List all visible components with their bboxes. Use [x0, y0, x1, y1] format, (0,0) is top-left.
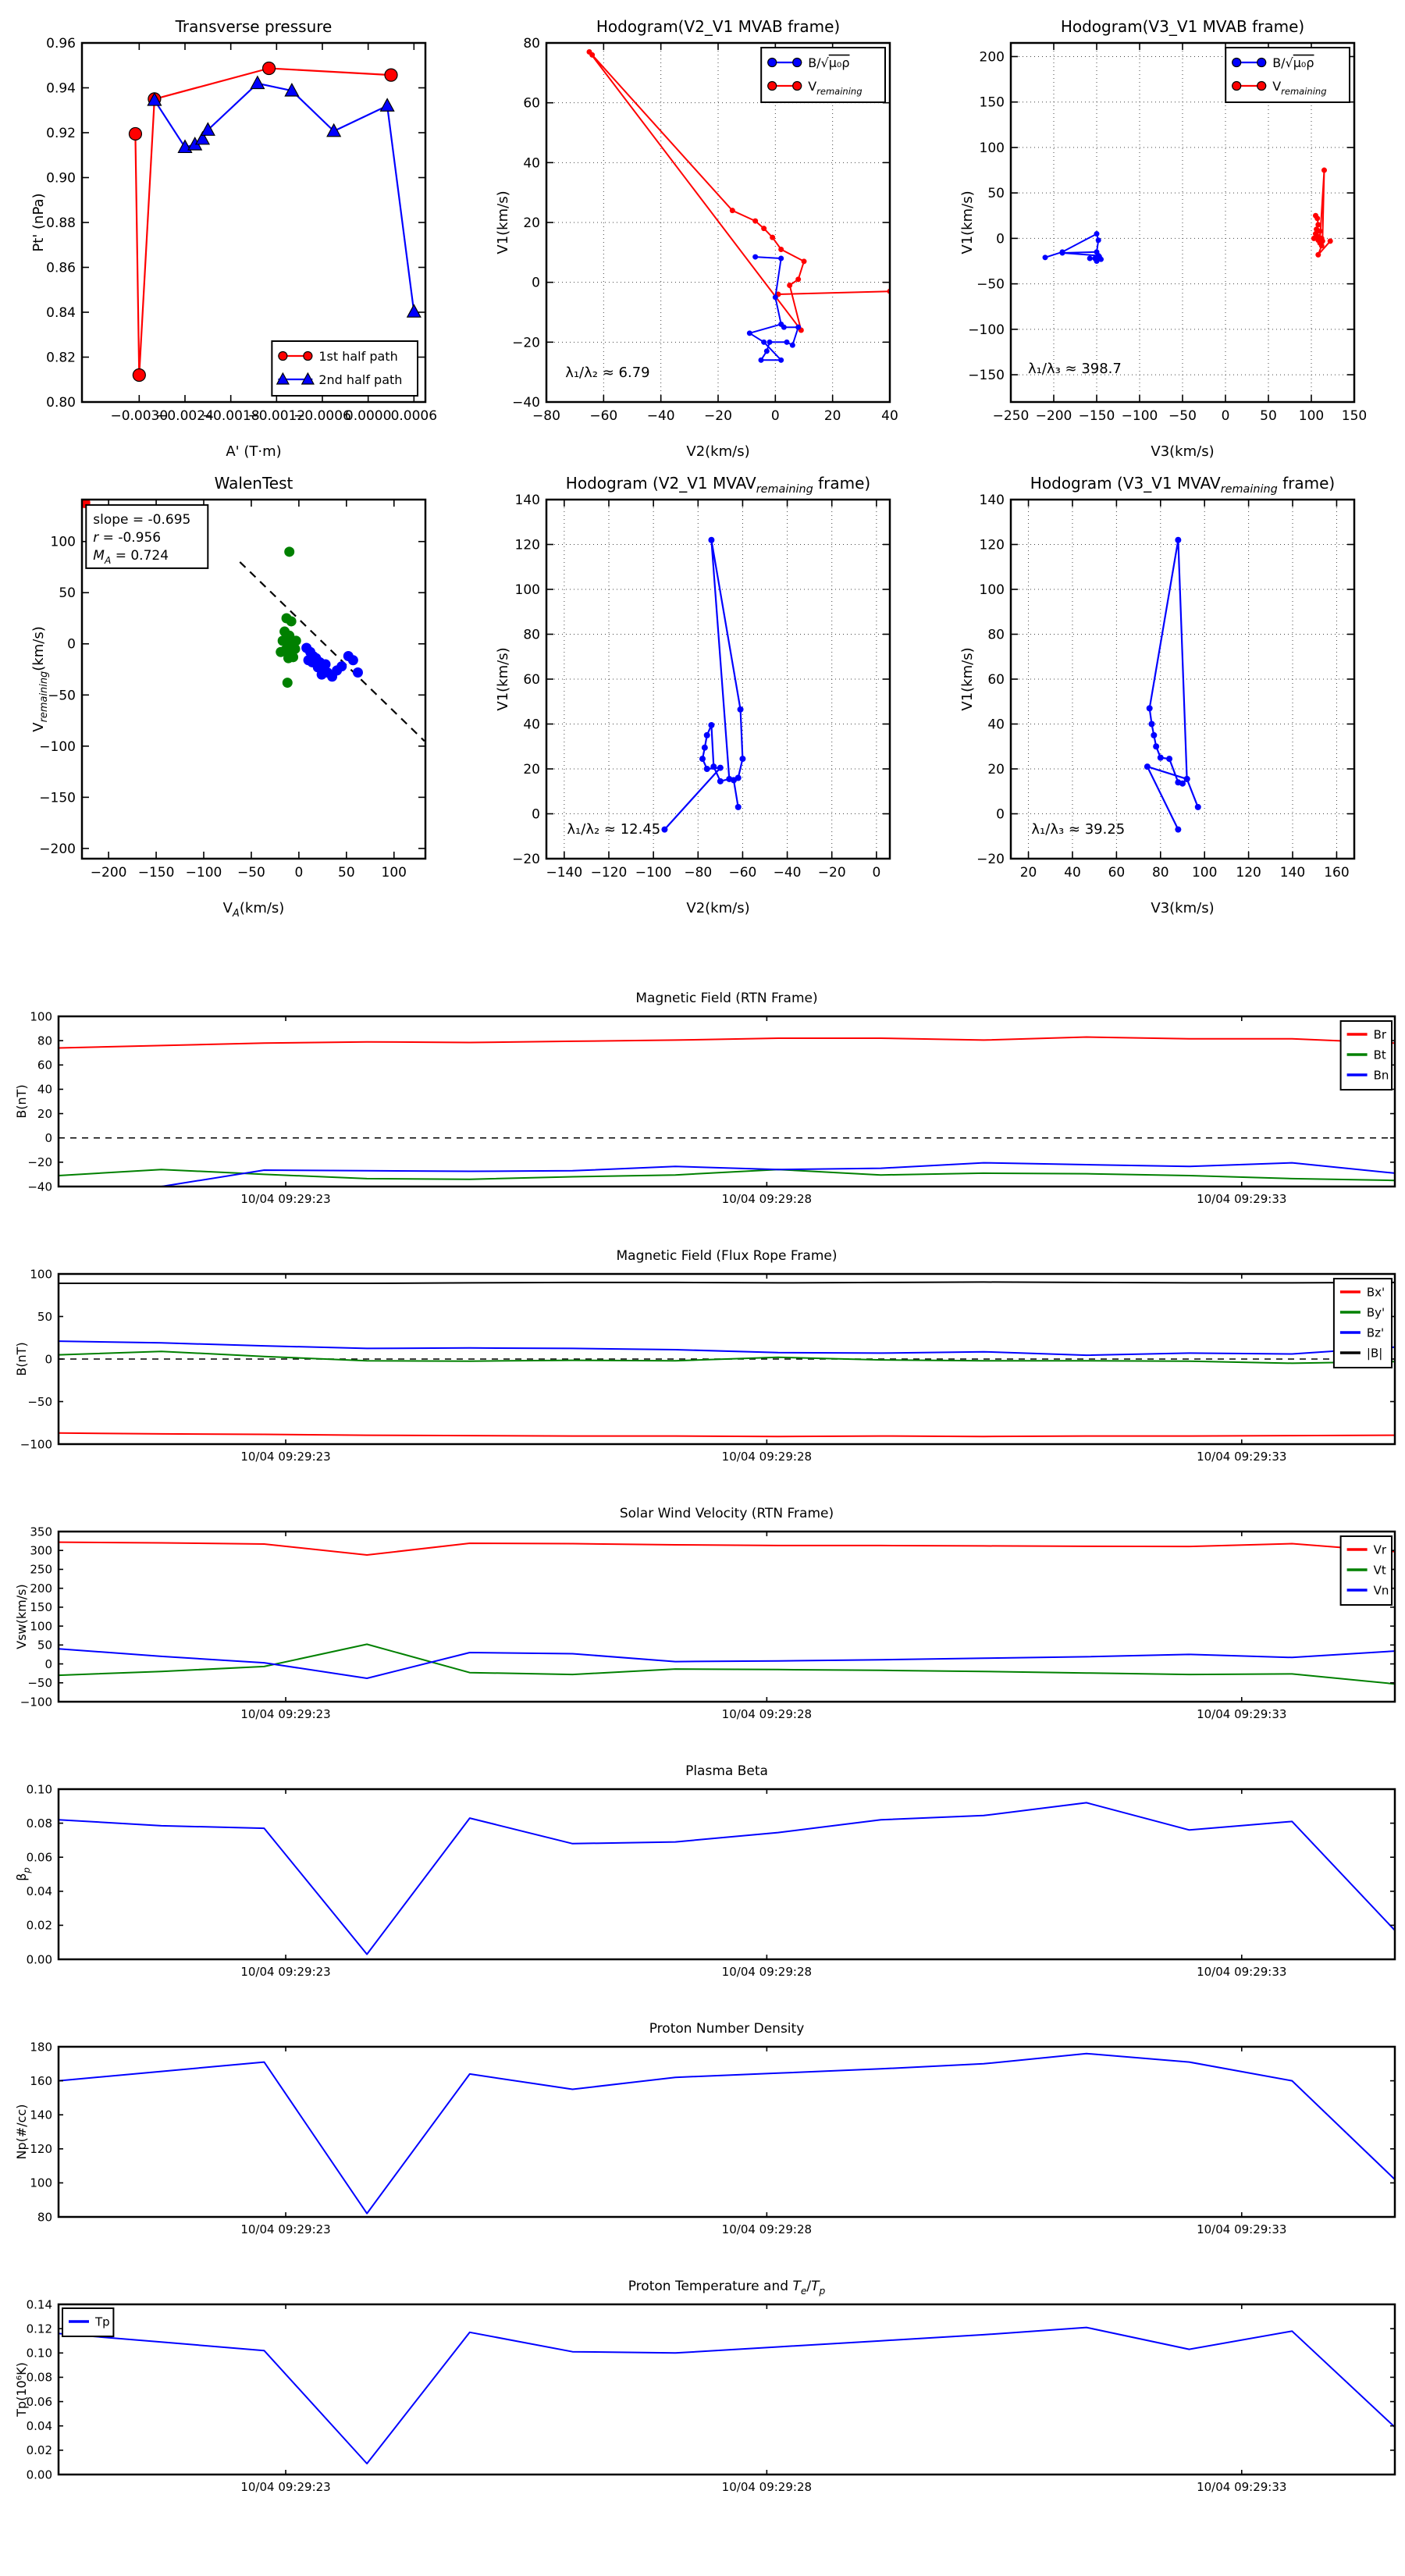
svg-text:0.14: 0.14	[26, 2297, 52, 2312]
svg-text:100: 100	[30, 1267, 52, 1282]
panel-proton-number-density	[0, 1998, 1405, 2256]
svg-text:−250: −250	[992, 408, 1030, 424]
svg-text:V1(km/s): V1(km/s)	[959, 190, 976, 254]
svg-text:20: 20	[987, 761, 1005, 777]
svg-text:10/04 09:29:28: 10/04 09:29:28	[721, 1450, 813, 1464]
svg-text:Bx': Bx'	[1366, 1285, 1385, 1300]
svg-text:Proton Number Density: Proton Number Density	[649, 2021, 805, 2037]
svg-text:λ₁/λ₂ ≈ 6.79: λ₁/λ₂ ≈ 6.79	[565, 364, 650, 381]
svg-text:Vsw(km/s): Vsw(km/s)	[14, 1584, 29, 1649]
svg-text:−40: −40	[512, 394, 540, 411]
svg-text:80: 80	[1151, 865, 1169, 881]
svg-text:140: 140	[1279, 865, 1306, 881]
svg-text:−0.0006: −0.0006	[293, 408, 351, 424]
svg-text:0.88: 0.88	[46, 215, 76, 231]
svg-text:0.00: 0.00	[26, 1952, 52, 1967]
svg-text:160: 160	[1324, 865, 1350, 881]
svg-text:Plasma Beta: Plasma Beta	[685, 1763, 768, 1779]
svg-text:20: 20	[523, 761, 540, 777]
svg-text:−200: −200	[1035, 408, 1072, 424]
svg-text:−20: −20	[512, 335, 540, 351]
svg-text:−150: −150	[1078, 408, 1115, 424]
svg-text:−40: −40	[646, 408, 675, 424]
svg-text:10/04 09:29:28: 10/04 09:29:28	[721, 1965, 813, 1979]
svg-text:10/04 09:29:33: 10/04 09:29:33	[1197, 2222, 1287, 2236]
svg-text:−20: −20	[512, 851, 540, 867]
svg-text:0.06: 0.06	[26, 1850, 52, 1865]
svg-text:λ₁/λ₃ ≈ 398.7: λ₁/λ₃ ≈ 398.7	[1028, 361, 1122, 378]
svg-text:Tp(10⁶K): Tp(10⁶K)	[14, 2362, 29, 2417]
svg-text:0: 0	[1221, 408, 1230, 424]
chart-transverse-pressure	[8, 8, 461, 464]
svg-text:0.02: 0.02	[26, 1918, 52, 1933]
svg-text:−50: −50	[48, 688, 76, 704]
svg-text:10/04 09:29:33: 10/04 09:29:33	[1197, 1450, 1287, 1464]
svg-text:60: 60	[987, 671, 1005, 688]
svg-text:10/04 09:29:23: 10/04 09:29:23	[240, 1450, 331, 1464]
svg-text:V2(km/s): V2(km/s)	[686, 900, 750, 916]
svg-text:100: 100	[514, 582, 540, 598]
svg-text:120: 120	[1236, 865, 1261, 881]
svg-text:By': By'	[1366, 1305, 1385, 1320]
svg-text:0.82: 0.82	[46, 350, 76, 366]
svg-text:10/04 09:29:23: 10/04 09:29:23	[240, 1192, 331, 1206]
svg-text:40: 40	[523, 717, 540, 733]
svg-text:0.02: 0.02	[26, 2443, 52, 2458]
svg-text:−0.0024: −0.0024	[156, 408, 214, 424]
svg-text:120: 120	[979, 537, 1005, 553]
svg-text:Bz': Bz'	[1366, 1325, 1385, 1340]
svg-text:0.90: 0.90	[46, 170, 76, 187]
svg-text:Vt: Vt	[1373, 1563, 1386, 1578]
svg-text:40: 40	[523, 155, 540, 172]
svg-text:20: 20	[823, 408, 841, 424]
svg-text:10/04 09:29:23: 10/04 09:29:23	[240, 2480, 331, 2494]
svg-text:80: 80	[37, 2210, 52, 2225]
svg-text:10/04 09:29:23: 10/04 09:29:23	[240, 1707, 331, 1721]
svg-text:V3(km/s): V3(km/s)	[1151, 443, 1215, 460]
svg-text:Vremaining: $V_{remaining}$	[1272, 78, 1327, 97]
svg-text:60: 60	[1108, 865, 1126, 881]
svg-text:60: 60	[523, 671, 540, 688]
svg-text:Vremaining(km/s): $V_{remaining}(km/s)$	[30, 626, 50, 732]
svg-text:10/04 09:29:33: 10/04 09:29:33	[1197, 1965, 1287, 1979]
svg-text:−200: −200	[90, 865, 127, 881]
svg-text:−0.0030: −0.0030	[110, 408, 169, 424]
svg-text:Tp: Tp	[95, 2314, 110, 2329]
svg-text:−100: −100	[20, 1437, 52, 1452]
svg-text:B/√μ₀ρ: B/√μ₀ρ	[808, 55, 850, 70]
svg-text:1st half path: 1st half path	[318, 348, 398, 364]
svg-text:−140: −140	[546, 865, 583, 881]
svg-text:0: 0	[872, 865, 881, 881]
svg-text:10/04 09:29:33: 10/04 09:29:33	[1197, 2480, 1287, 2494]
svg-text:180: 180	[30, 2040, 52, 2055]
svg-text:WalenTest: WalenTest	[214, 474, 293, 493]
svg-text:−100: −100	[39, 738, 76, 755]
svg-text:−150: −150	[137, 865, 175, 881]
svg-text:βp: $\beta_p$	[14, 1867, 32, 1881]
svg-text:Proton Temperature and Te/Tp: Proton Temperature and $T_e/T_p$	[628, 2279, 826, 2297]
svg-text:−100: −100	[20, 1695, 52, 1710]
svg-text:Br: Br	[1373, 1027, 1387, 1042]
svg-text:40: 40	[1064, 865, 1081, 881]
svg-text:2nd half path: 2nd half path	[318, 372, 403, 387]
svg-text:10/04 09:29:28: 10/04 09:29:28	[721, 2222, 813, 2236]
svg-text:0.12: 0.12	[26, 2322, 52, 2336]
svg-text:10/04 09:29:33: 10/04 09:29:33	[1197, 1707, 1287, 1721]
svg-text:Hodogram(V3_V1 MVAB frame): Hodogram(V3_V1 MVAB frame)	[1060, 17, 1305, 36]
svg-text:−40: −40	[773, 865, 802, 881]
svg-text:0: 0	[44, 1656, 52, 1671]
svg-text:80: 80	[523, 35, 540, 52]
panel-solar-wind-velocity	[0, 1483, 1405, 1741]
svg-text:V1(km/s): V1(km/s)	[959, 647, 976, 711]
svg-text:−60: −60	[728, 865, 757, 881]
svg-text:Vremaining: $V_{remaining}$	[808, 78, 863, 97]
svg-text:50: 50	[59, 585, 76, 602]
svg-text:−150: −150	[39, 790, 76, 806]
svg-text:A' (T·m): A' (T·m)	[226, 443, 282, 460]
svg-text:0.00: 0.00	[26, 2467, 52, 2482]
svg-text:V1(km/s): V1(km/s)	[495, 647, 511, 711]
svg-text:50: 50	[338, 865, 355, 881]
svg-text:−100: −100	[185, 865, 222, 881]
svg-text:140: 140	[30, 2108, 52, 2122]
svg-text:Solar Wind Velocity (RTN Frame: Solar Wind Velocity (RTN Frame)	[619, 1506, 834, 1521]
svg-text:Magnetic Field (Flux Rope Fram: Magnetic Field (Flux Rope Frame)	[616, 1248, 838, 1264]
svg-text:MA = 0.724: $M_A = 0.724$	[93, 547, 169, 566]
svg-text:100: 100	[50, 534, 76, 550]
chart-hodogram-v3v1-mvav	[937, 464, 1389, 921]
svg-text:B(nT): B(nT)	[14, 1342, 29, 1376]
svg-text:100: 100	[30, 1619, 52, 1634]
svg-text:0.10: 0.10	[26, 2346, 52, 2361]
svg-text:160: 160	[30, 2073, 52, 2088]
svg-text:r = -0.956: r = -0.956	[93, 529, 162, 546]
svg-text:slope = -0.695: slope = -0.695	[93, 511, 191, 528]
svg-text:|B|: |B|	[1366, 1346, 1383, 1361]
svg-text:250: 250	[30, 1562, 52, 1577]
svg-text:−150: −150	[968, 368, 1005, 384]
svg-text:50: 50	[987, 186, 1005, 202]
chart-hodogram-v3v1-mvab	[937, 8, 1389, 464]
svg-text:10/04 09:29:28: 10/04 09:29:28	[721, 1707, 813, 1721]
svg-text:Hodogram(V2_V1 MVAB frame): Hodogram(V2_V1 MVAB frame)	[596, 17, 841, 36]
svg-text:0.04: 0.04	[26, 2418, 52, 2433]
svg-text:0.08: 0.08	[26, 2370, 52, 2385]
svg-text:−40: −40	[27, 1179, 52, 1194]
svg-text:−20: −20	[27, 1155, 52, 1170]
svg-text:0.04: 0.04	[26, 1884, 52, 1899]
svg-text:Pt' (nPa): Pt' (nPa)	[30, 193, 47, 252]
svg-text:100: 100	[30, 1009, 52, 1024]
panel-magnetic-field-rtn	[0, 968, 1405, 1226]
svg-text:V2(km/s): V2(km/s)	[686, 443, 750, 460]
svg-text:40: 40	[37, 1082, 52, 1097]
svg-text:0.0000: 0.0000	[344, 408, 392, 424]
svg-text:−60: −60	[589, 408, 618, 424]
svg-text:−120: −120	[590, 865, 628, 881]
svg-text:λ₁/λ₂ ≈ 12.45: λ₁/λ₂ ≈ 12.45	[567, 820, 661, 838]
svg-text:0.86: 0.86	[46, 260, 76, 276]
svg-text:0.84: 0.84	[46, 304, 76, 321]
svg-text:−100: −100	[968, 322, 1005, 338]
svg-text:200: 200	[979, 49, 1005, 66]
svg-text:100: 100	[1298, 408, 1325, 424]
svg-text:0.06: 0.06	[26, 2394, 52, 2409]
svg-text:150: 150	[1341, 408, 1368, 424]
svg-text:Hodogram (V2_V1 MVAVremaining: Hodogram (V2_V1 $MVAV_{remaining}$ frame)	[565, 474, 871, 496]
svg-text:60: 60	[37, 1058, 52, 1073]
svg-text:60: 60	[523, 95, 540, 112]
svg-text:10/04 09:29:23: 10/04 09:29:23	[240, 1965, 331, 1979]
svg-text:0: 0	[770, 408, 780, 424]
svg-text:0.92: 0.92	[46, 125, 76, 141]
svg-text:−0.0012: −0.0012	[247, 408, 306, 424]
svg-text:0: 0	[532, 806, 540, 823]
chart-walen-test	[8, 464, 461, 921]
svg-text:−80: −80	[532, 408, 560, 424]
svg-text:Magnetic Field (RTN Frame): Magnetic Field (RTN Frame)	[635, 991, 818, 1006]
svg-text:B/√μ₀ρ: B/√μ₀ρ	[1272, 55, 1314, 70]
chart-hodogram-v2v1-mvab	[472, 8, 925, 464]
panel-magnetic-field-flux-rope	[0, 1226, 1405, 1483]
panel-plasma-beta	[0, 1741, 1405, 1998]
svg-text:200: 200	[30, 1581, 52, 1596]
svg-text:0: 0	[294, 865, 304, 881]
svg-text:140: 140	[979, 492, 1005, 508]
svg-text:Hodogram (V3_V1 MVAVremaining: Hodogram (V3_V1 $MVAV_{remaining}$ frame)	[1030, 474, 1336, 496]
svg-text:350: 350	[30, 1525, 52, 1539]
svg-text:V1(km/s): V1(km/s)	[495, 190, 511, 254]
svg-text:0.80: 0.80	[46, 394, 76, 411]
svg-text:10/04 09:29:23: 10/04 09:29:23	[240, 2222, 331, 2236]
svg-text:Transverse pressure: Transverse pressure	[175, 17, 333, 36]
svg-text:100: 100	[30, 2176, 52, 2190]
svg-text:−80: −80	[684, 865, 713, 881]
svg-text:V3(km/s): V3(km/s)	[1151, 900, 1215, 916]
svg-text:−20: −20	[704, 408, 732, 424]
svg-text:10/04 09:29:28: 10/04 09:29:28	[721, 1192, 813, 1206]
svg-text:−20: −20	[976, 851, 1005, 867]
svg-text:80: 80	[37, 1034, 52, 1048]
svg-text:150: 150	[979, 94, 1005, 111]
svg-text:120: 120	[514, 537, 540, 553]
svg-text:20: 20	[523, 215, 540, 231]
svg-text:−20: −20	[817, 865, 846, 881]
svg-text:−0.0018: −0.0018	[201, 408, 260, 424]
svg-text:40: 40	[881, 408, 898, 424]
svg-text:10/04 09:29:28: 10/04 09:29:28	[721, 2480, 813, 2494]
svg-text:300: 300	[30, 1543, 52, 1558]
svg-text:40: 40	[987, 717, 1005, 733]
svg-text:0: 0	[44, 1130, 52, 1145]
svg-text:−100: −100	[1121, 408, 1158, 424]
svg-text:VA(km/s): $V_A(km/s)$	[222, 900, 285, 920]
svg-text:0: 0	[532, 275, 540, 291]
svg-text:−50: −50	[27, 1676, 52, 1691]
svg-text:0.0006: 0.0006	[390, 408, 438, 424]
svg-text:Vr: Vr	[1373, 1542, 1387, 1557]
svg-text:Vn: Vn	[1373, 1583, 1389, 1598]
svg-text:Np(#/cc): Np(#/cc)	[14, 2104, 29, 2160]
svg-text:100: 100	[979, 140, 1005, 156]
svg-text:λ₁/λ₃ ≈ 39.25: λ₁/λ₃ ≈ 39.25	[1031, 820, 1126, 838]
svg-text:80: 80	[987, 627, 1005, 643]
svg-text:0.96: 0.96	[46, 35, 76, 52]
svg-text:100: 100	[1191, 865, 1218, 881]
svg-text:140: 140	[514, 492, 540, 508]
svg-text:10/04 09:29:33: 10/04 09:29:33	[1197, 1192, 1287, 1206]
svg-text:100: 100	[381, 865, 407, 881]
chart-hodogram-v2v1-mvav	[472, 464, 925, 921]
svg-text:Bn: Bn	[1373, 1068, 1389, 1083]
svg-text:0.08: 0.08	[26, 1816, 52, 1831]
svg-text:0: 0	[44, 1352, 52, 1367]
svg-text:100: 100	[979, 582, 1005, 598]
svg-text:−50: −50	[27, 1394, 52, 1409]
svg-text:50: 50	[37, 1638, 52, 1653]
svg-text:0: 0	[996, 231, 1005, 247]
svg-text:−100: −100	[635, 865, 672, 881]
svg-text:−200: −200	[39, 841, 76, 857]
svg-text:Bt: Bt	[1373, 1048, 1386, 1062]
svg-text:20: 20	[37, 1106, 52, 1121]
svg-text:−50: −50	[237, 865, 265, 881]
svg-text:B(nT): B(nT)	[14, 1084, 29, 1119]
panel-proton-temperature	[0, 2256, 1405, 2514]
svg-text:0.94: 0.94	[46, 80, 76, 97]
svg-text:80: 80	[523, 627, 540, 643]
svg-text:50: 50	[1260, 408, 1277, 424]
svg-text:0: 0	[67, 636, 76, 653]
svg-text:0.10: 0.10	[26, 1782, 52, 1797]
svg-text:−50: −50	[976, 276, 1005, 293]
svg-text:50: 50	[37, 1309, 52, 1324]
svg-text:−50: −50	[1168, 408, 1197, 424]
svg-text:0: 0	[996, 806, 1005, 823]
svg-text:120: 120	[30, 2142, 52, 2157]
svg-text:150: 150	[30, 1600, 52, 1615]
svg-text:20: 20	[1019, 865, 1037, 881]
